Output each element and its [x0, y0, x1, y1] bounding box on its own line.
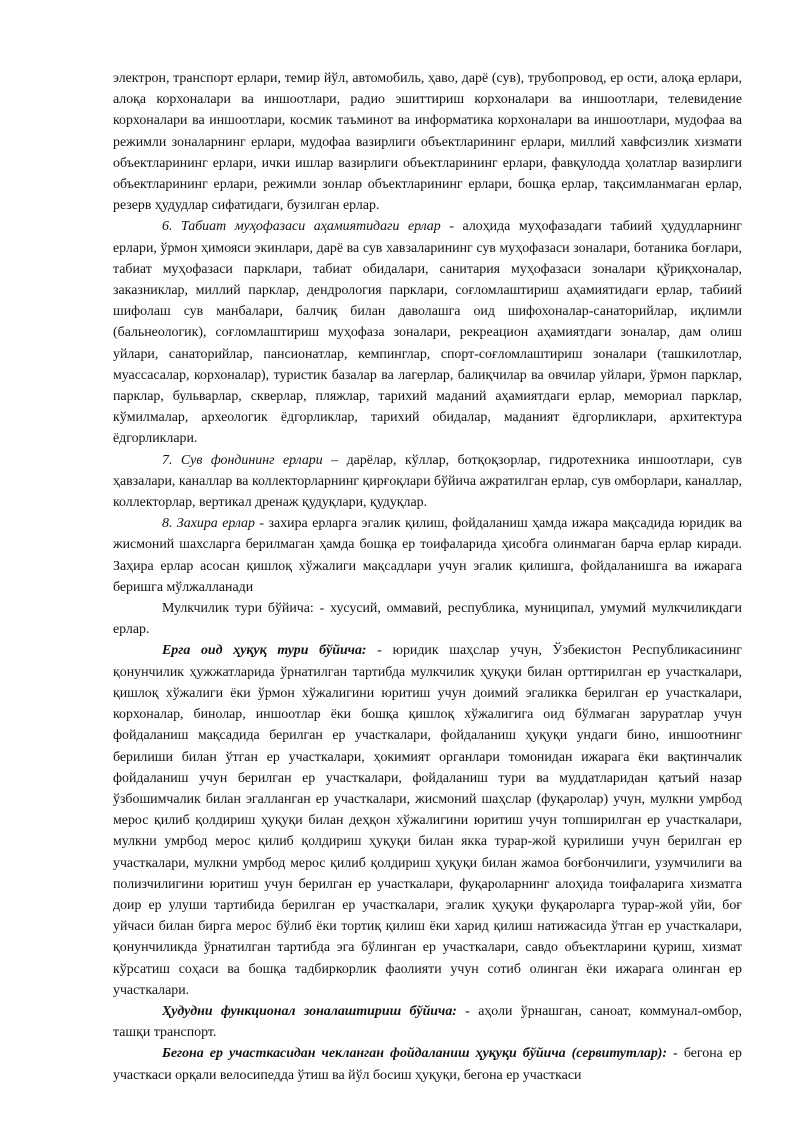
paragraph-heading: 8. Захира ерлар [162, 516, 255, 532]
paragraph-heading: Бегона ер участкасидан чекланган фойдаланиш ҳуқуқи бўйича (сервитутлар): - [162, 1046, 678, 1062]
paragraph-text: - алоҳида муҳофазадаги табиий ҳудудларнинг ерлари, ўрмон ҳимояси экинлари, дарё ва сув хавзаларининг сув муҳофазаси зоналари, ботаника боғлари, табиат муҳофазаси парклари, табиат обидалари, санитария муҳофазаси зоналари қўриқхоналар, заказниклар, миллий парклар, дендрология парклари, соғломлаштириш аҳамиятидаги ерлар, табиий шифолаш сув манбалари, балчиқ билан даволашга оид шифохоналар-санаторийлар, иқлимли (бальнеологик), соғломлаштириш муҳофаза зоналари, рекреацион аҳамиятдаги зоналар, дам олиш уйлари, санаторийлар, пансионатлар, кемпинглар, спорт-соғломлаштириш зоналари (ташкилотлар, муассасалар, корхоналар), туристик базалар ва лагерлар, балиқчилар ва овчилар уйлари, ўрмон парклар, парклар, бульварлар, скверлар, пляжлар, тарихий маданий аҳамиятдаги ерлар, мемориал парклар, кўмилмалар, археологик ёдгорликлар, тарихий обидалар, маданият ёдгорликлари, архитектура ёдгорликлари. [113, 219, 742, 447]
paragraph-water-fund-lands [113, 450, 742, 514]
paragraph-heading: Ерга оид ҳуқуқ тури бўйича: - [162, 643, 382, 659]
paragraph-transport-lands [113, 68, 742, 216]
paragraph-land-right-type [113, 640, 742, 1000]
paragraph-text: электрон, транспорт ерлари, темир йўл, автомобиль, ҳаво, дарё (сув), трубопровод, ер ости, алоқа ерлари, алоқа корхоналари ва иншоотлари, радио эшиттириш корхоналари ва иншоотлари, телевидение корхоналари ва иншоотлари, космик таъминот ва информатика корхоналари ва иншоотлари, мудофаа ва режимли зоналарнинг ерлари, мудофаа вазирлиги объектларининг ерлари, миллий хавфсизлик хизмати объектларининг ерлари, ички ишлар вазирлиги объектларининг ерлари, фавқулодда ҳолатлар вазирлиги объектларининг ерлари, режимли зонлар объектларининг ерлари, бошқа ерлар, тақсимланмаган ерлар, резерв ҳудудлар сифатидаги, бузилган ерлар. [113, 71, 742, 214]
paragraph-text: Мулкчилик тури бўйича: - хусусий, оммавий, республика, муниципал, умумий мулкчиликдаги ерлар. [113, 601, 742, 638]
paragraph-text: аҳоли ўрнашган, саноат, коммунал-омбор, ташқи транспорт. [113, 1003, 742, 1041]
paragraph-text: бегона ер участкаси орқали велосипедда ўтиш ва йўл босиш ҳуқуқи, бегона ер участкаси [113, 1046, 742, 1083]
paragraph-reserve-lands [113, 513, 742, 598]
paragraph-functional-zoning [113, 1001, 742, 1043]
paragraph-ownership-type [113, 598, 742, 640]
paragraph-text: юридик шаҳслар учун, Ўзбекистон Республикасининг қонунчилик ҳужжатларида ўрнатилган тартибда мулкчилик ҳуқуқи билан орттирилган ер участкалари, қишлоқ хўжалиги ёки ўрмон хўжалигини юритиш учун доимий эгаликка берилган ер участкалари, корхоналар, бинолар, иншоотлар ёки бошқа қишлоқ хўжалигига оид бўлмаган заруратлар учун фойдаланиш мақсадида берилган ер участкалари, фойдаланиш ҳуқуқи ундаги бино, иншоотнинг берилиши билан ўтган ер участкалари, ҳокимият органлари томонидан ижарага ёки вақтинчалик фойдаланиш учун берилган ер участкалари, фойдаланиш тури ва муддатларидан қатъий назар ўзбошимчалик билан эгалланган ер участкалари, жисмоний шаҳслар (фуқаролар) учун, мулкни умрбод мерос қилиб қолдириш ҳуқуқи билан деҳқон хўжалигини юритиш учун топширилган ер участкалари, мулкни умрбод мерос қилиб қолдириш ҳуқуқи билан якка турар-жой қурилиши учун берилган ер участкалари, мулкни умрбод мерос қилиб қолдириш ҳуқуқи билан жамоа боғбончилиги, узумчилиги ва полизчилигини юритиш учун берилган ер участкалари, фуқароларнинг алоҳида тоифаларига хизматга доир ер улуши тартибида берилган ер участкалари, эгалик ҳуқуқи фуқароларга турар-жой уйи, боғ уйчаси билан бирга мерос бўлиб ёки тортиқ қилиш ёки харид қилиш натижасида ўтган ер участкалари, қонунчиликда ўрнатилган тартибда эга бўлинган ер участкалари, савдо объектларини қуриш, хизмат кўрсатиш соҳаси ва бошқа тадбиркорлик фаолияти учун сотиб олинган ёки ижарага олинган ер участкалари. [113, 643, 742, 998]
paragraph-servitudes [113, 1043, 742, 1085]
paragraph-text: – дарёлар, кўллар, ботқоқзорлар, гидротехника иншоотлари, сув ҳавзалари, каналлар ва коллекторларнинг қирғоқлари бўйича ажратилган ерлар, сув омборлари, каналлар, коллекторлар, вертикал дренаж қудуқлари, қудуқлар. [113, 452, 742, 511]
paragraph-text: - захира ерларга эгалик қилиш, фойдаланиш ҳамда ижара мақсадида юридик ва жисмоний шахсларга берилмаган ҳамда бошқа ер тоифаларида ҳисобга олинмаган барча ерлар киради. Заҳира ерлар асосан қишлоқ хўжалиги мақсадлари учун эгалик қилишга, фойдаланишга ва ижарага беришга мўлжалланади [113, 516, 742, 595]
paragraph-nature-protection-lands [113, 216, 742, 449]
paragraph-heading: 7. Сув фондининг ерлари [162, 452, 323, 468]
paragraph-heading: Ҳудудни функционал зоналаштириш бўйича: - [162, 1003, 470, 1019]
document-page [113, 68, 742, 1086]
paragraph-heading: 6. Табиат муҳофазаси аҳамиятидаги ерлар [162, 219, 441, 235]
